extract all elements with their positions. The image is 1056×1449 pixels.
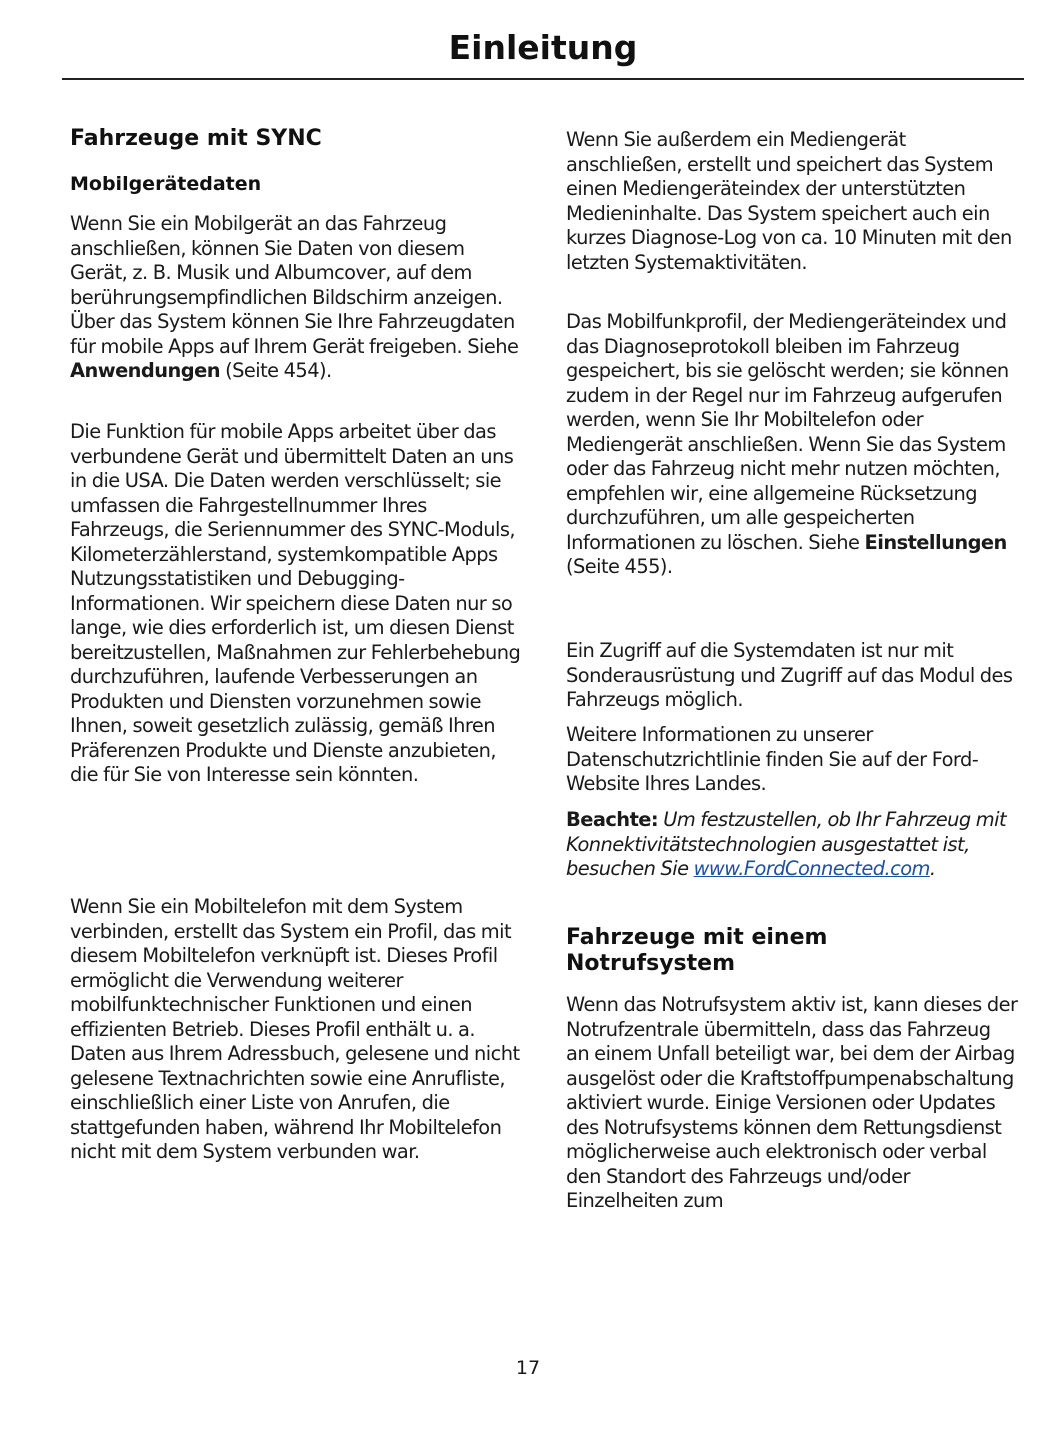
paragraph-emergency-call: Wenn das Notrufsystem aktiv ist, kann dieses der Notrufzentrale übermitteln, dass das Fahrzeug an einem Unfall beteiligt war, bei dem der Airbag ausgelöst oder die Kraftstoffpumpenabschaltung aktiviert wurde. Einige Versionen oder Updates des Notrufsystems können dem Rettungsdienst möglicherweise auch elektronisch oder verbal den Standort des Fahrzeugs und/oder Einzelheiten zum bbox=[566, 993, 1018, 1212]
section-heading-sync: Fahrzeuge mit SYNC bbox=[70, 126, 322, 151]
reference-apps-link[interactable]: Anwendungen bbox=[70, 359, 220, 382]
page-title: Einleitung bbox=[448, 28, 638, 67]
subheading-mobile-device-data: Mobilgerätedaten bbox=[70, 173, 262, 195]
paragraph-text: Das Mobilfunkprofil, der Mediengeräteindex und das Diagnoseprotokoll bleiben im Fahrzeug gespeichert, bis sie gelöscht werden; sie können zudem in der Regel nur im Fahrzeug aufgerufen werden, wenn Sie Ihr Mobiltelefon oder Mediengerät anschließen. Wenn Sie das System oder das Fahrzeug nicht mehr nutzen möchten, empfehlen wir, eine allgemeine Rücksetzung durchzuführen, um alle gespeicherten Informationen zu löschen. Siehe bbox=[566, 310, 1009, 554]
paragraph-system-access: Ein Zugriff auf die Systemdaten ist nur mit Sonderausrüstung und Zugriff auf das Modul des Fahrzeugs möglich. bbox=[566, 639, 1013, 711]
page-number: 17 bbox=[515, 1357, 541, 1379]
section-heading-emergency-call: Fahrzeuge mit einem Notrufsystem bbox=[566, 925, 828, 976]
paragraph-privacy-policy: Weitere Informationen zu unserer Datenschutzrichtlinie finden Sie auf der Ford-Website Ihres Landes. bbox=[566, 723, 979, 795]
title-divider bbox=[62, 78, 1024, 80]
paragraph-profile-storage bbox=[566, 310, 1018, 580]
note-label: Beachte: bbox=[566, 808, 659, 831]
paragraph-text: Wenn Sie ein Mobilgerät an das Fahrzeug anschließen, können Sie Daten von diesem Gerät, z. B. Musik und Albumcover, auf dem berührungsempfindlichen Bildschirm anzeigen. Über das System können Sie Ihre Fahrzeugdaten für mobile Apps auf Ihrem Gerät freigeben. Siehe bbox=[70, 212, 519, 358]
note-connectivity bbox=[566, 808, 1018, 882]
note-text: Um festzustellen, ob Ihr Fahrzeug mit Konnektivitätstechnologien ausgestattet ist, besuchen Sie bbox=[566, 808, 1007, 880]
paragraph-mobile-apps: Die Funktion für mobile Apps arbeitet über das verbundene Gerät und übermittelt Daten an uns in die USA. Die Daten werden verschlüsselt; sie umfassen die Fahrgestellnummer Ihres Fahrzeugs, die Seriennummer des SYNC-Moduls, Kilometerzählerstand, systemkompatible Apps Nutzungsstatistiken und Debugging-Informationen. Wir speichern diese Daten nur so lange, wie dies erforderlich ist, um diesen Dienst bereitzustellen, Maßnahmen zur Fehlerbehebung durchzuführen, laufende Verbesserungen an Produkten und Diensten vorzunehmen sowie Ihnen, soweit gesetzlich zulässig, gemäß Ihren Präferenzen Produkte und Dienste anzubieten, die für Sie von Interesse sein könnten. bbox=[70, 420, 521, 786]
reference-page: (Seite 454). bbox=[219, 359, 332, 382]
paragraph-mobile-device bbox=[70, 212, 522, 384]
paragraph-phone-profile: Wenn Sie ein Mobiltelefon mit dem System verbinden, erstellt das System ein Profil, das mit diesem Mobiltelefon verknüpft ist. Dieses Profil ermöglicht die Verwendung weiterer mobilfunktechnischer Funktionen und einen effizienten Betrieb. Dieses Profil enthält u. a. Daten aus Ihrem Adressbuch, gelesene und nicht gelesene Textnachrichten sowie eine Anrufliste, einschließlich einer Liste von Anrufen, die stattgefunden haben, während Ihr Mobiltelefon nicht mit dem System verbunden war. bbox=[70, 895, 520, 1163]
reference-page: (Seite 455). bbox=[566, 555, 673, 578]
ford-connected-link[interactable]: www.FordConnected.com bbox=[693, 857, 930, 880]
paragraph-media-device: Wenn Sie außerdem ein Mediengerät anschließen, erstellt und speichert das System einen Mediengeräteindex der unterstützten Medieninhalte. Das System speichert auch ein kurzes Diagnose-Log von ca. 10 Minuten mit den letzten Systemaktivitäten. bbox=[566, 128, 1012, 274]
note-end: . bbox=[929, 857, 936, 880]
page-header bbox=[62, 0, 1024, 82]
reference-settings-link[interactable]: Einstellungen bbox=[864, 530, 1007, 554]
